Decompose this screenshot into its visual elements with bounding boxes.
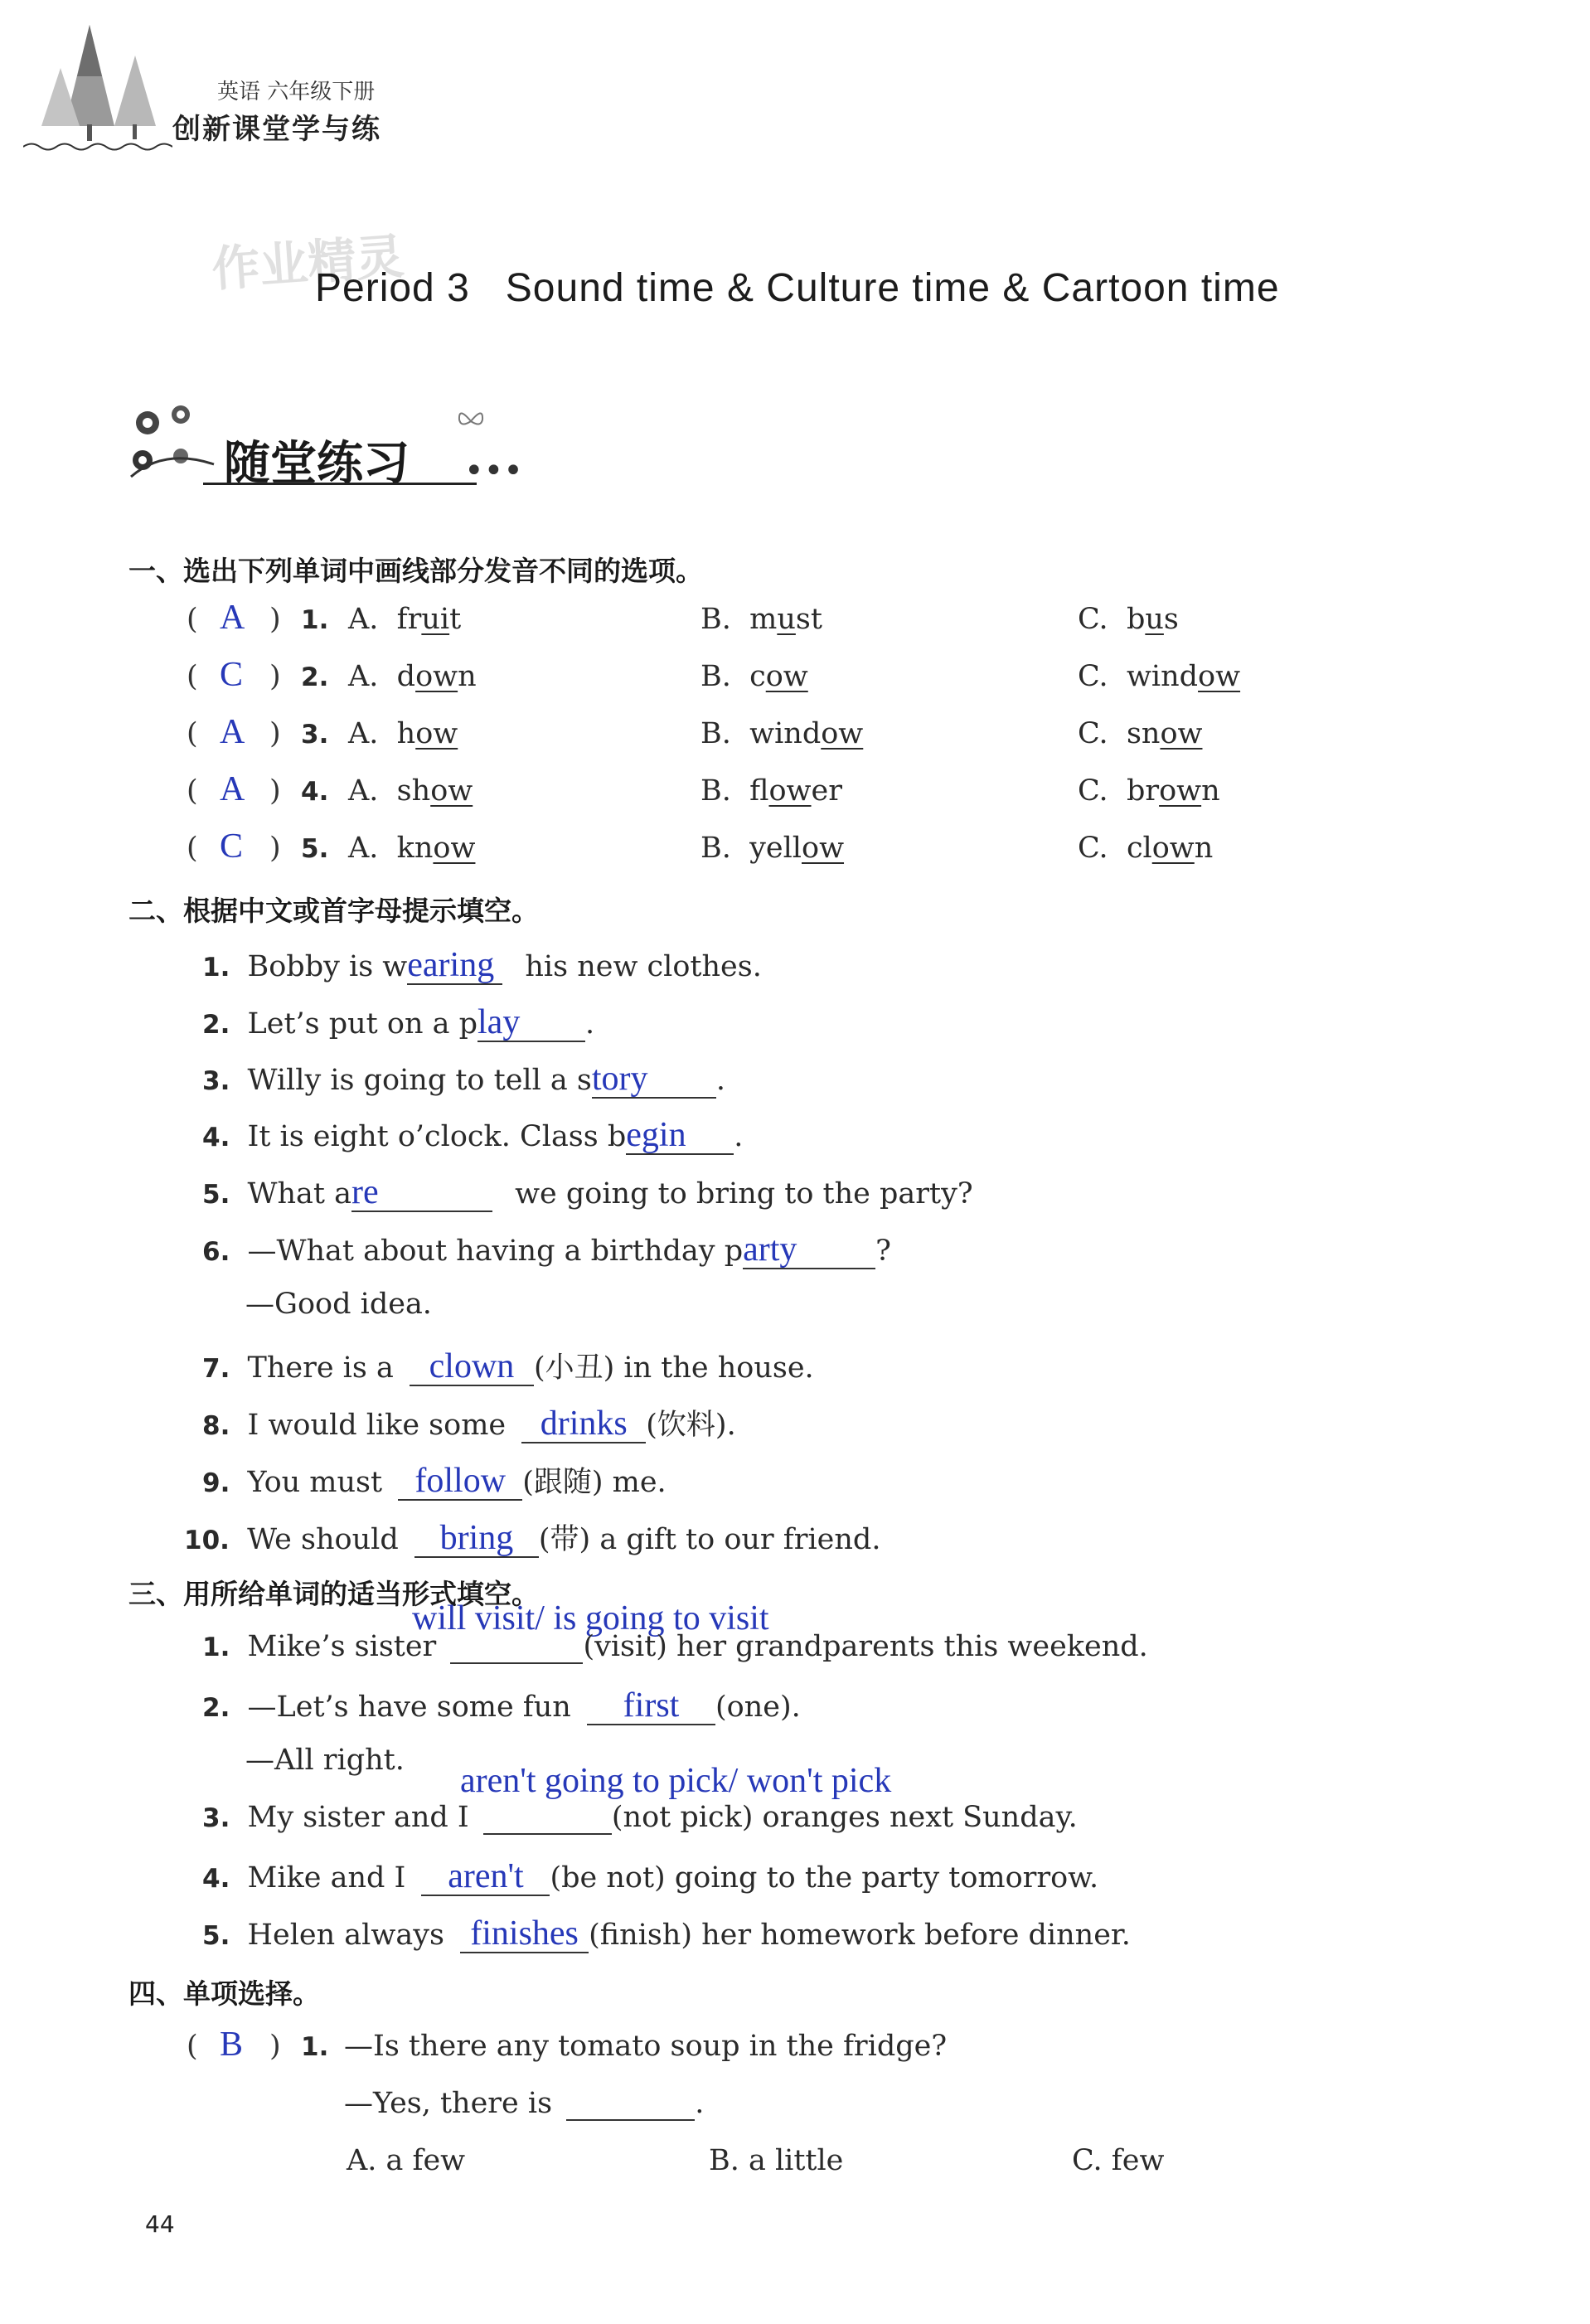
list-item: 6. —What about having a birthday party ? [202,1230,891,1269]
answer-blank: arty [743,1231,875,1269]
answer: C [220,656,244,694]
list-item: ( A ) 1. A. fruit B. must C. bus [187,599,1179,637]
answer-blank: bring [414,1520,539,1558]
badge-underline [203,483,477,485]
list-item: 5. What are we going to bring to the party? [202,1173,973,1211]
answer: B [220,2026,244,2064]
answer-blank [450,1632,583,1664]
option-c: C. few [1072,2144,1165,2177]
subject-grade: 英语 六年级下册 [217,80,376,104]
answer-blank: earing [407,947,502,985]
list-item: ( A ) 3. A. how B. window C. snow [187,713,1203,751]
section-4-title: 四、单项选择。 [128,1977,320,2010]
answer-blank [566,2089,695,2121]
answer: A [220,599,245,637]
answer-blank: re [351,1174,492,1212]
list-item: 1. Bobby is wearing his new clothes. [202,946,762,984]
list-item: 4. It is eight o’clock. Class begin . [202,1116,744,1154]
list-item: —Good idea. [245,1288,432,1321]
answer-blank: clown [410,1348,534,1386]
answer-blank: first [587,1687,715,1725]
answer: A [220,713,245,751]
list-item: 4. Mike and I aren't (be not) going to the party tomorrow. [202,1857,1099,1895]
list-item: ( B ) 1. —Is there any tomato soup in the fridge? [187,2026,948,2064]
butterfly-icon [454,405,487,438]
section-1-title: 一、选出下列单词中画线部分发音不同的选项。 [128,555,703,587]
answer-blank: finishes [460,1915,589,1953]
section-2-title: 二、根据中文或首字母提示填空。 [128,895,539,927]
list-item: 1. Mike’s sister (visit) her grandparents this weekend. [202,1630,1148,1663]
book-title: 创新课堂学与练 [172,113,381,146]
list-item: —Yes, there is . [344,2087,705,2120]
option-a: A. a few [347,2144,466,2177]
answer-blank [483,1802,612,1835]
list-item: 7. There is a clown (小丑) in the house. [202,1347,814,1385]
answer: A [220,770,245,808]
watermark: 作业精灵 [210,227,406,298]
answer-blank: aren't [421,1858,550,1896]
list-item: 2. Let’s put on a play . [202,1003,595,1041]
answer-blank: egin [626,1117,734,1155]
flower-decoration-icon [123,398,222,489]
list-item: 2. —Let’s have some fun first (one). [202,1686,801,1725]
page-number: 44 [145,2210,175,2238]
list-item: 3. Willy is going to tell a story . [202,1060,726,1098]
answer-handwritten: aren't going to pick/ won't pick [460,1762,892,1800]
list-item: ( C ) 2. A. down B. cow C. window [187,656,1241,694]
list-item: 9. You must follow (跟随) me. [202,1462,667,1500]
tree-logo-icon [23,18,172,151]
list-item: 8. I would like some drinks (饮料). [202,1405,736,1443]
list-item: 10. We should bring (带) a gift to our friend. [184,1519,881,1557]
answer: C [220,827,244,866]
answer-blank: lay [477,1004,585,1042]
badge-dots: ••• [464,452,523,490]
answer-blank: follow [398,1463,522,1501]
answer-blank: drinks [521,1405,646,1443]
list-item: 3. My sister and I (not pick) oranges next Sunday. [202,1801,1078,1834]
list-item: ( C ) 5. A. know B. yellow C. clown [187,827,1214,866]
list-item: 5. Helen always finishes (finish) her homework before dinner. [202,1914,1131,1953]
section-3-title: 三、用所给单词的适当形式填空。 [128,1578,539,1610]
list-item: ( A ) 4. A. show B. flower C. brown [187,770,1220,808]
practice-badge-label: 随堂练习 [224,436,410,491]
page-title: Period 3 Sound time & Culture time & Cartoon time [315,266,1280,310]
answer-blank: tory [592,1060,716,1099]
answer-handwritten: will visit/ is going to visit [412,1599,769,1637]
list-item: —All right. [245,1744,405,1777]
option-b: B. a little [709,2144,844,2177]
